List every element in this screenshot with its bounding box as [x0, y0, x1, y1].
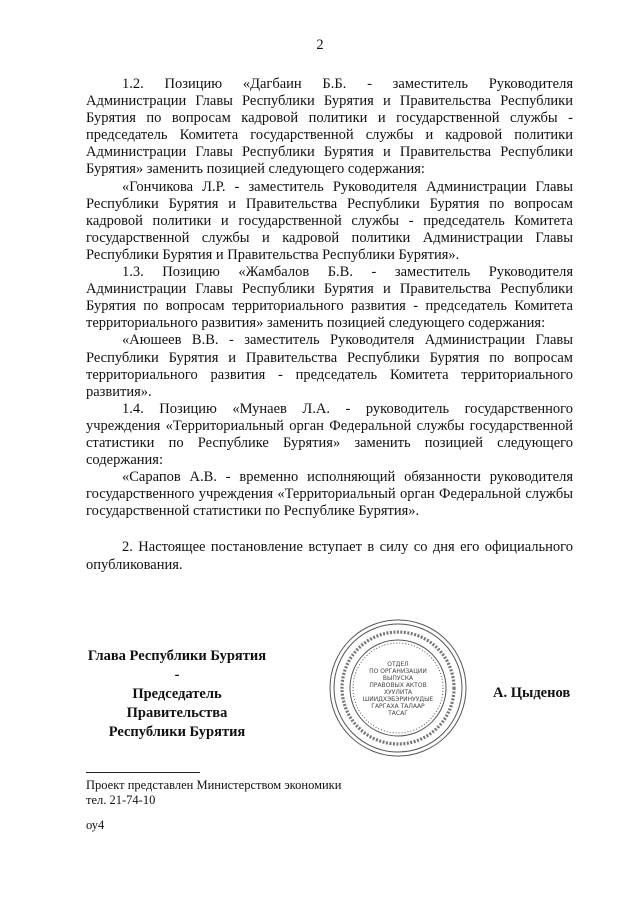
seal-text-line: ОТДЕЛ [387, 661, 409, 668]
footnote-phone: тел. 21-74-10 [86, 793, 156, 807]
seal-text-line: ПО ОРГАНИЗАЦИИ [369, 668, 427, 675]
footnote [86, 778, 341, 808]
signatory-title-line: Глава Республики Бурятия - [87, 648, 267, 683]
paragraph-1-3: 1.3. Позицию «Жамбалов Б.В. - заместитель Руководителя Администрации Главы Республики Бурятия и Правительства Республики Бурятия по вопросам территориального развития - председатель Комитета территориального развития» заменить позицией следующего содержания: [86, 264, 573, 332]
signatory-title [86, 647, 268, 742]
seal-text-line: ВЫПУСКА [382, 675, 414, 682]
paragraph-replacement-2: «Аюшеев В.В. - заместитель Руководителя Администрации Главы Республики Бурятия и Правительства Республики Бурятия по вопросам территориального развития - председатель Комитета территориального развития». [86, 332, 573, 400]
document-body [86, 76, 573, 574]
paragraph-replacement-3: «Сарапов А.В. - временно исполняющий обязанности руководителя государственного учреждения «Территориальный орган Федеральной службы государственной статистики по Республике Бурятия». [86, 469, 573, 520]
seal-text-line: ПРАВОВЫХ АКТОВ [369, 682, 427, 689]
page-number: 2 [316, 37, 324, 53]
paragraph-2: 2. Настоящее постановление вступает в силу со дня его официального опубликования. [86, 539, 573, 573]
document-code: оу4 [86, 818, 105, 832]
seal-text-line: ТАСАГ [388, 710, 408, 717]
signatory-title-line: Председатель Правительства [126, 686, 228, 721]
signatory-name: А. Цыденов [493, 685, 571, 701]
footnote-divider [86, 772, 200, 773]
seal-text-line: ШИИДХЭБЭРИНУУДЫЕ [362, 696, 434, 703]
paragraph-1-2: 1.2. Позицию «Дагбаин Б.Б. - заместитель Руководителя Администрации Главы Республики Бурятия и Правительства Республики Бурятия по вопросам кадровой политики и государственной службы - председатель Комитета государственной службы и кадровой политики Администрации Главы Республики Бурятия и Правительства Республики Бурятия» заменить позицией следующего содержания: [86, 76, 573, 178]
paragraph-replacement-1: «Гончикова Л.Р. - заместитель Руководителя Администрации Главы Республики Бурятия и Правительства Республики Бурятия по вопросам кадровой политики и государственной службы - председатель Комитета государственной службы и кадровой политики Администрации Главы Республики Бурятия и Правительства Республики Бурятия». [86, 178, 573, 263]
seal-text-line: ХУУЛИТА [383, 689, 413, 696]
paragraph-1-4: 1.4. Позицию «Мунаев Л.А. - руководитель государственного учреждения «Территориальный орган Федеральной службы государственной статистики по Республике Бурятия» заменить позицией следующего содержания: [86, 400, 573, 469]
footnote-author: Проект представлен Министерством экономики [86, 778, 342, 792]
signatory-title-line: Республики Бурятия [108, 724, 246, 740]
official-seal-icon [328, 618, 468, 758]
seal-text-line: ГАРГАХА ТАЛААР [371, 703, 425, 710]
